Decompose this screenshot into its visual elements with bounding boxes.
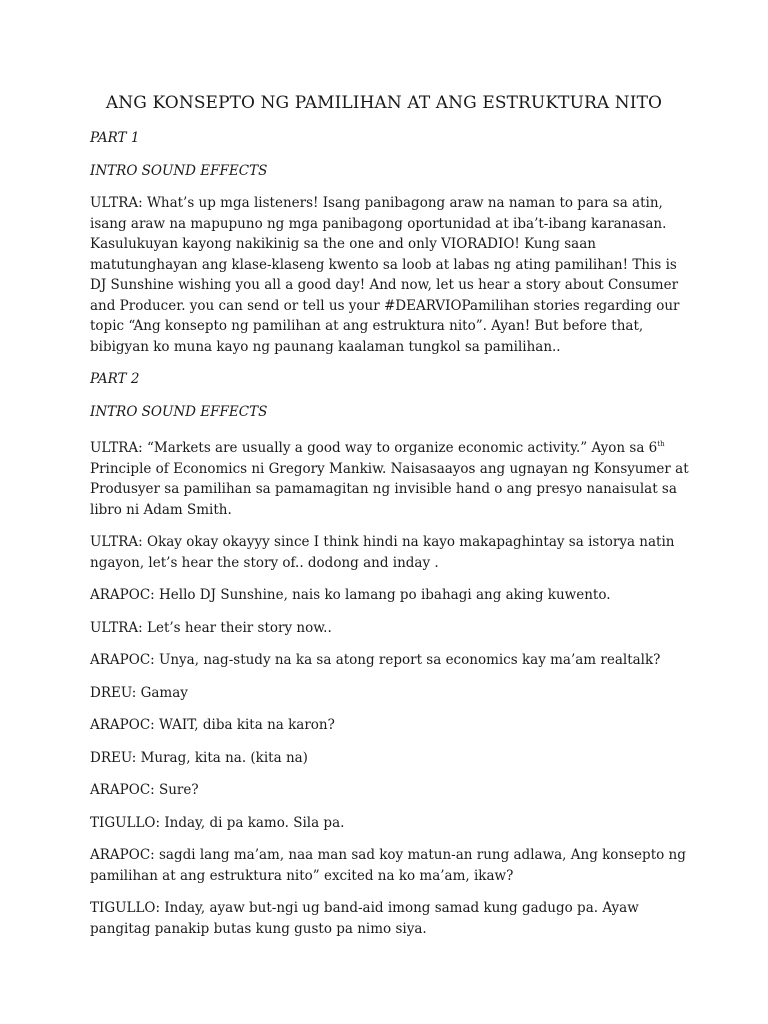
arapoc-line-1: ARAPOC: Hello DJ Sunshine, nais ko lamang po ibahagi ang aking kuwento.: [90, 587, 611, 603]
part-2-sound-effects: INTRO SOUND EFFECTS: [90, 403, 268, 420]
document-title: ANG KONSEPTO NG PAMILIHAN AT ANG ESTRUKTURA NITO: [105, 93, 663, 113]
ordinal-superscript: th: [657, 440, 665, 448]
ultra-intro-paragraph: ULTRA: What’s up mga listeners! Isang panibagong araw na naman to para sa atin, isang araw na mapupuno ng mga panibagong oportunidad at iba’t-ibang karanasan. Kasulukuyan kayong nakikinig sa the one and only VIORADIO! Kung saan matutunghayan ang klase-klaseng kwento sa loob at labas ng ating pamilihan! This is DJ Sunshine wishing you all a good day! And now, let us hear a story about Consumer and Producer. you can send or tell us your #DEARVIOPamilihan stories regarding our topic “Ang konsepto ng pamilihan at ang estruktura nito”. Ayan! But before that, bibigyan ko muna kayo ng paunang kaalaman tungkol sa pamilihan..: [90, 195, 680, 355]
ultra-markets-paragraph: [90, 434, 690, 520]
part-2-heading: PART 2: [90, 371, 140, 387]
arapoc-line-2: ARAPOC: Unya, nag-study na ka sa atong report sa economics kay ma’am realtalk?: [90, 652, 661, 668]
tigullo-line-2: TIGULLO: Inday, ayaw but-ngi ug band-aid imong samad kung gadugo pa. Ayaw pangitag panakip butas kung gusto pa nimo siya.: [90, 900, 639, 937]
ultra-markets-text-b: Principle of Economics ni Gregory Mankiw. Naisasaayos ang ugnayan ng Konsyumer at Produsyer sa pamilihan sa pamamagitan ng invisible hand o ang presyo nanaisulat sa libro ni Adam Smith.: [90, 460, 689, 518]
arapoc-line-3: ARAPOC: WAIT, diba kita na karon?: [90, 717, 335, 733]
dreu-line-2: DREU: Murag, kita na. (kita na): [90, 749, 308, 766]
arapoc-line-4: ARAPOC: Sure?: [90, 782, 199, 798]
ultra-markets-text-a: ULTRA: “Markets are usually a good way to organize economic activity.” Ayon sa 6: [90, 440, 658, 456]
script-body: [90, 128, 690, 951]
ultra-line-story-now: ULTRA: Let’s hear their story now..: [90, 619, 332, 636]
tigullo-line-1: TIGULLO: Inday, di pa kamo. Sila pa.: [90, 814, 345, 831]
part-1-sound-effects: INTRO SOUND EFFECTS: [90, 162, 268, 179]
arapoc-line-5: ARAPOC: sagdi lang ma’am, naa man sad koy matun-an rung adlawa, Ang konsepto ng pamilihan at ang estruktura nito” excited na ko ma’am, ikaw?: [90, 847, 686, 884]
part-1-heading: PART 1: [90, 130, 140, 146]
dreu-line-1: DREU: Gamay: [90, 684, 188, 701]
ultra-story-intro-line: ULTRA: Okay okay okayyy since I think hindi na kayo makapaghintay sa istorya natin ngayon, let’s hear the story of.. dodong and inday .: [90, 534, 675, 571]
